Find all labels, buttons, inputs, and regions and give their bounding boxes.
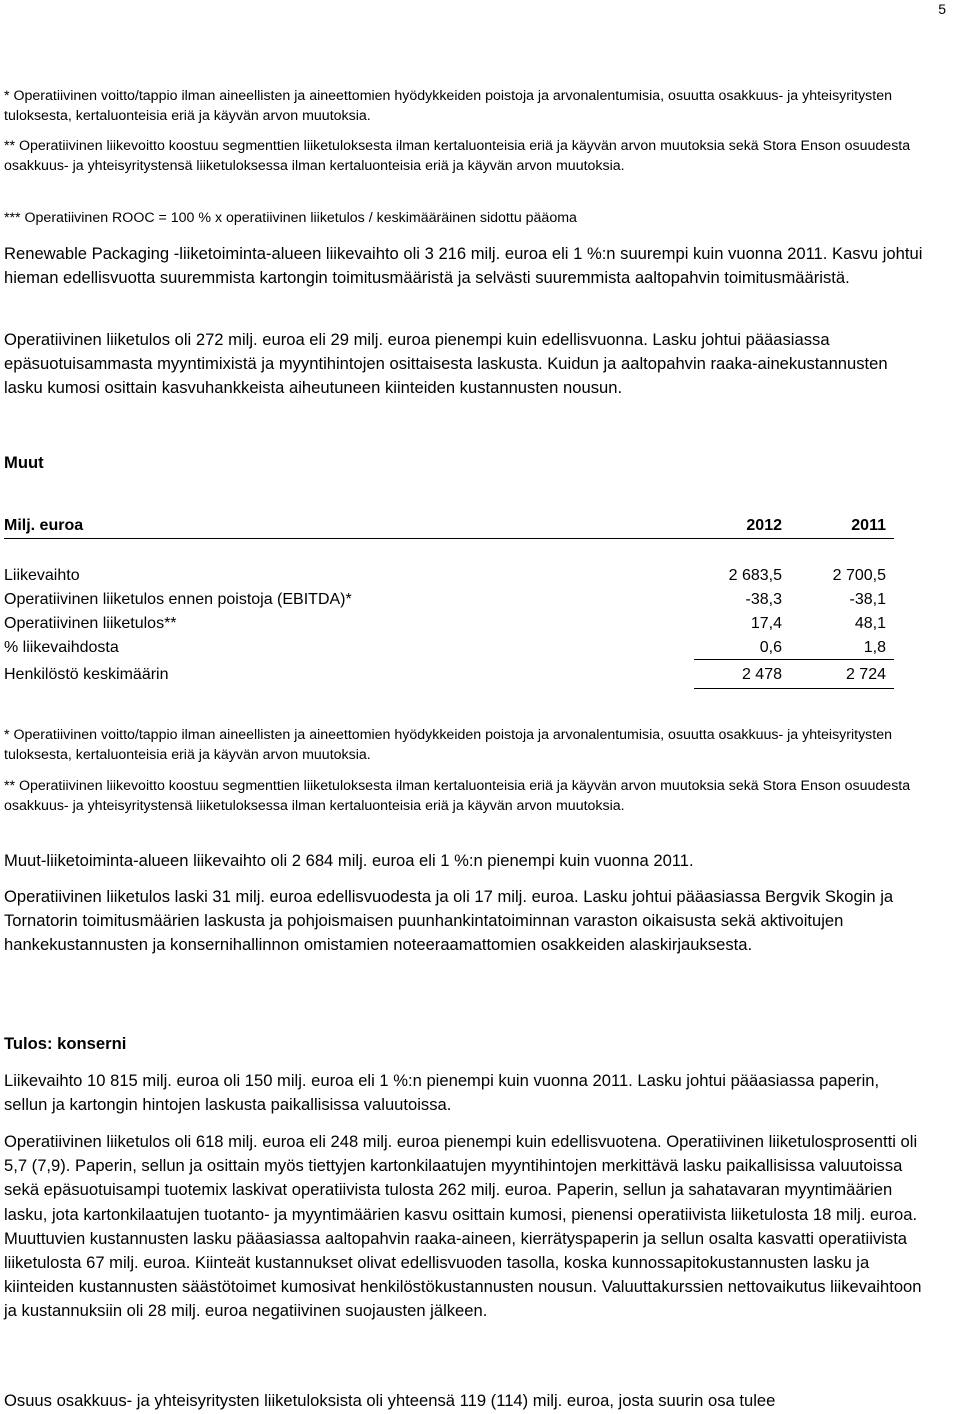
footnote-operating-profit: ** Operatiivinen liikevoitto koostuu segmenttien liiketuloksesta ilman kertaluonteisia eriä ja käyvän arvon muutoksia sekä Stora Enson osuudesta osakkuus- ja yhteisyritystensä liiketuloksessa ilman kertaluonteisia eriä ja käyvän arvon muutoksia.: [4, 138, 911, 175]
tulos-profit-paragraph: Operatiivinen liiketulos oli 618 milj. euroa eli 248 milj. euroa pienempi kuin edellisvuotena. Operatiivinen liiketulosprosentti oli 5,7 (7,9). Paperin, sellun ja osittain myös tiettyjen kartonkilaatujen myyntihintojen merkittävä lasku paikallisissa valuutoissa sekä epäsuotuisampi tuotemix laskivat operatiivista tulosta 262 milj. euroa. Paperin, sellun ja sahatavaran myyntimäärien lasku, jota kartonkilaatujen tuotanto- ja myyntimäärien kasvu osittain kumosi, pienensi operatiivista liiketulosta 18 milj. euroa. Muuttuvien kustannusten lasku pääasiassa aaltopahvin raaka-aineen, kierrätyspaperin ja sellun osalta kasvatti operatiivista liiketulosta 67 milj. euroa. Kiinteät kustannukset olivat edellisvuoden tasolla, koska kunnossapitokustannusten lasku ja kiinteiden kustannusten säästötoimet kumosivat henkilöstökustannusten nousun. Valuuttakurssien nettovaikutus liikevaihtoon ja kustannuksiin oli 28 milj. euroa negatiivinen suojausten jälkeen.: [4, 1132, 922, 1321]
section-heading-muut: Muut: [4, 453, 44, 472]
row-value-2011: 2 700,5: [832, 567, 886, 584]
row-value-2011: -38,1: [849, 591, 886, 608]
row-value-2012: 17,4: [750, 615, 782, 632]
muut-sales-paragraph: Muut-liiketoiminta-alueen liikevaihto oli 2 684 milj. euroa eli 1 %:n pienempi kuin vuonna 2011.: [4, 851, 694, 870]
table-row: [4, 564, 890, 588]
footnote-rooc: *** Operatiivinen ROOC = 100 % x operatiivinen liiketulos / keskimääräinen sidottu pääoma: [4, 210, 577, 226]
row-value-2012: 2 478: [741, 666, 782, 683]
table-header-2012: 2012: [746, 517, 782, 534]
table-row: [4, 663, 890, 687]
tulos-sales-paragraph: Liikevaihto 10 815 milj. euroa oli 150 milj. euroa eli 1 %:n pienempi kuin vuonna 2011. Lasku johtui pääasiassa paperin, sellun ja kartongin hintojen laskusta paikallisissa valuutoissa.: [4, 1071, 880, 1115]
footnote-ebitda: * Operatiivinen voitto/tappio ilman aineellisten ja aineettomien hyödykkeiden poistoja ja arvonalentumisia, osuutta osakkuus- ja yhteisyritysten tuloksesta, kertaluonteisia eriä ja käyvän arvon muutoksia.: [4, 88, 893, 125]
row-value-2011: 48,1: [854, 615, 886, 632]
row-value-2011: 1,8: [863, 639, 886, 656]
row-label: Henkilöstö keskimäärin: [4, 666, 169, 683]
muut-profit-paragraph: Operatiivinen liiketulos laski 31 milj. euroa edellisvuodesta ja oli 17 milj. euroa. Lasku johtui pääasiassa Bergvik Skogin ja Tornatorin toimitusmäärien laskusta ja pohjoismaisen puunhankintatoiminnan varaston oikaisusta sekä aktivoitujen hankekustannusten ja konsernihallinnon omistamien noteeraamattomien osakkeiden alaskirjauksesta.: [4, 887, 894, 955]
muut-footnote-operating-profit: ** Operatiivinen liikevoitto koostuu segmenttien liiketuloksesta ilman kertaluonteisia eriä ja käyvän arvon muutoksia sekä Stora Enson osuudesta osakkuus- ja yhteisyritystensä liiketuloksessa ilman kertaluonteisia eriä ja käyvän arvon muutoksia.: [4, 778, 911, 815]
header-rule: [4, 538, 894, 539]
table-row: [4, 612, 890, 636]
subtotal-rule: [694, 659, 894, 660]
muut-footnote-ebitda: * Operatiivinen voitto/tappio ilman aineellisten ja aineettomien hyödykkeiden poistoja ja arvonalentumisia, osuutta osakkuus- ja yhteisyritysten tuloksesta, kertaluonteisia eriä ja käyvän arvon muutoksia.: [4, 727, 893, 764]
tulos-associates-paragraph: Osuus osakkuus- ja yhteisyritysten liiketuloksista oli yhteensä 119 (114) milj. euroa, josta suurin osa tulee: [4, 1391, 776, 1410]
row-value-2012: 0,6: [759, 639, 782, 656]
row-value-2012: 2 683,5: [728, 567, 782, 584]
page-number: 5: [938, 1, 946, 17]
row-value-2011: 2 724: [845, 666, 886, 683]
table-header-2011: 2011: [851, 517, 886, 534]
row-label: Operatiivinen liiketulos**: [4, 615, 177, 632]
renewable-profit-paragraph: Operatiivinen liiketulos oli 272 milj. euroa eli 29 milj. euroa pienempi kuin edellisvuonna. Lasku johtui pääasiassa epäsuotuisammasta myyntimixistä ja myyntihintojen osittaisesta laskusta. Kuidun ja aaltopahvin raaka-ainekustannusten lasku kumosi osittain kasvuhankkeista aiheutuneen kiinteiden kustannusten nousun.: [4, 330, 888, 398]
renewable-sales-paragraph: Renewable Packaging -liiketoiminta-alueen liikevaihto oli 3 216 milj. euroa eli 1 %:n suurempi kuin vuonna 2011. Kasvu johtui hieman edellisvuotta suuremmista kartongin toimitusmääristä ja selvästi suuremmista aaltopahvin toimitusmääristä.: [4, 244, 923, 288]
bottom-rule: [694, 688, 894, 689]
table-row: [4, 636, 890, 660]
row-value-2012: -38,3: [745, 591, 782, 608]
table-header-label: Milj. euroa: [4, 517, 84, 534]
table-row: [4, 588, 890, 612]
section-heading-tulos: Tulos: konserni: [4, 1034, 127, 1053]
row-label: Liikevaihto: [4, 567, 80, 584]
row-label: Operatiivinen liiketulos ennen poistoja (EBITDA)*: [4, 591, 352, 608]
row-label: % liikevaihdosta: [4, 639, 119, 656]
table-header-row: [4, 514, 890, 538]
